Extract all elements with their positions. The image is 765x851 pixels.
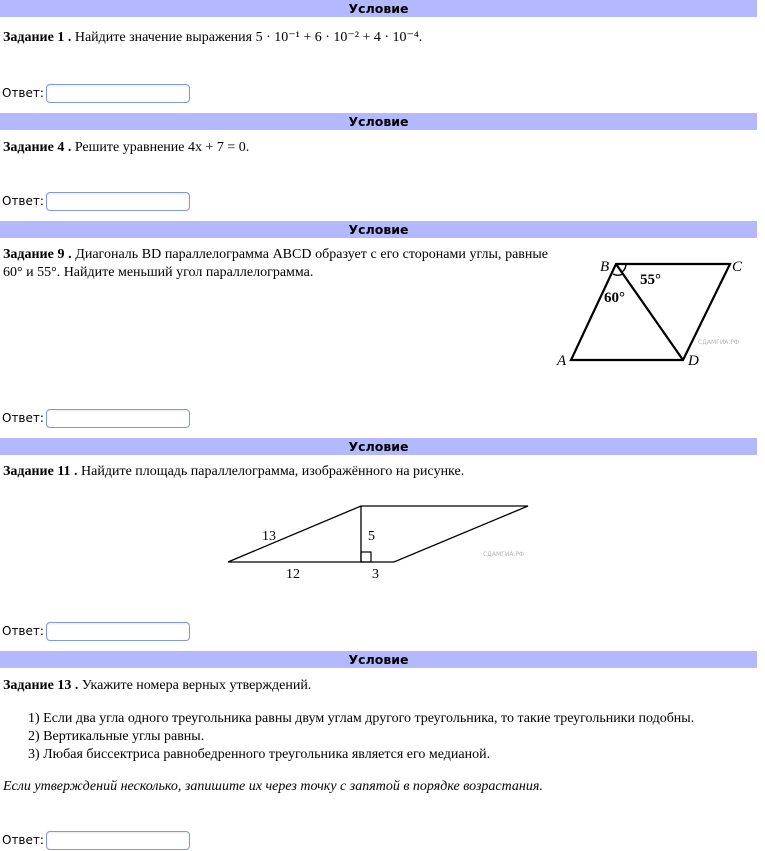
angle-label-55: 55° (640, 272, 661, 288)
task-9-header: Условие (0, 221, 757, 238)
task-13-text: Укажите номера верных утверждений. (81, 678, 312, 693)
angle-arc-60 (613, 274, 623, 275)
task-13-note: Если утверждений несколько, запишите их через точку с запятой в порядке возрастания. (3, 779, 543, 794)
watermark: СДАМГИА.РФ (483, 551, 525, 558)
right-angle-mark (361, 552, 371, 562)
task-4-expression: 4x + 7 = 0. (187, 140, 250, 155)
task-1-answer-input[interactable] (46, 84, 190, 103)
task-13-number: Задание 13 . (3, 678, 79, 693)
label-d: D (688, 353, 699, 369)
task-1-header: Условие (0, 0, 757, 17)
label-c: C (732, 259, 743, 275)
task-4-statement (3, 139, 249, 157)
task-13-header: Условие (0, 651, 757, 668)
task-9-answer-input[interactable] (46, 409, 190, 428)
task-4-answer-input[interactable] (46, 192, 190, 211)
task-9-statement (3, 246, 548, 282)
statement-3: 3) Любая биссектриса равнобедренного треугольника является его медианой. (28, 747, 491, 762)
angle-arc-55 (622, 264, 626, 272)
task-9-number: Задание 9 . (3, 247, 72, 262)
label-base-12: 12 (286, 567, 300, 582)
task-4-text: Решите уравнение (74, 140, 185, 155)
statement-2: 2) Вертикальные углы равны. (28, 729, 205, 744)
statement-1: 1) Если два угла одного треугольника равны двум углам другого треугольника, то такие треугольники подобны. (28, 711, 695, 726)
task-11-header: Условие (0, 438, 757, 455)
task-11-number: Задание 11 . (3, 464, 78, 479)
task-4-number: Задание 4 . (3, 140, 72, 155)
label-height-5: 5 (368, 529, 375, 544)
task-11-statement (3, 463, 464, 481)
task-9-text: Диагональ BD параллелограмма ABCD образует с его сторонами углы, равные 60° и 55°. Найдите меньший угол параллелограмма. (3, 247, 549, 280)
label-base-3: 3 (372, 567, 379, 582)
task-11-answer-label: Ответ: (2, 624, 44, 638)
watermark: СДАМГИА.РФ (698, 339, 740, 346)
task-9-answer-label: Ответ: (2, 411, 44, 425)
task-4-answer-label: Ответ: (2, 194, 44, 208)
task-1-answer-label: Ответ: (2, 86, 44, 100)
task-11-answer-input[interactable] (46, 622, 190, 641)
task-11-text: Найдите площадь параллелограмма, изображённого на рисунке. (81, 464, 465, 479)
task-1-number: Задание 1 . (3, 30, 72, 45)
parallelogram-area-figure (220, 500, 540, 584)
label-b: B (600, 259, 610, 275)
task-1-statement (3, 29, 422, 47)
task-4-header: Условие (0, 113, 757, 130)
task-13-answer-input[interactable] (46, 831, 190, 850)
task-1-text: Найдите значение выражения (74, 30, 253, 45)
task-1-expression: 5 · 10⁻¹ + 6 · 10⁻² + 4 · 10⁻⁴. (255, 30, 423, 45)
angle-label-60: 60° (604, 290, 625, 306)
task-13-statement (3, 677, 311, 695)
statements-list (28, 710, 694, 764)
label-side-13: 13 (262, 529, 276, 544)
label-a: A (557, 353, 567, 369)
task-13-answer-label: Ответ: (2, 833, 44, 847)
parallelogram-abcd-figure (550, 250, 750, 372)
